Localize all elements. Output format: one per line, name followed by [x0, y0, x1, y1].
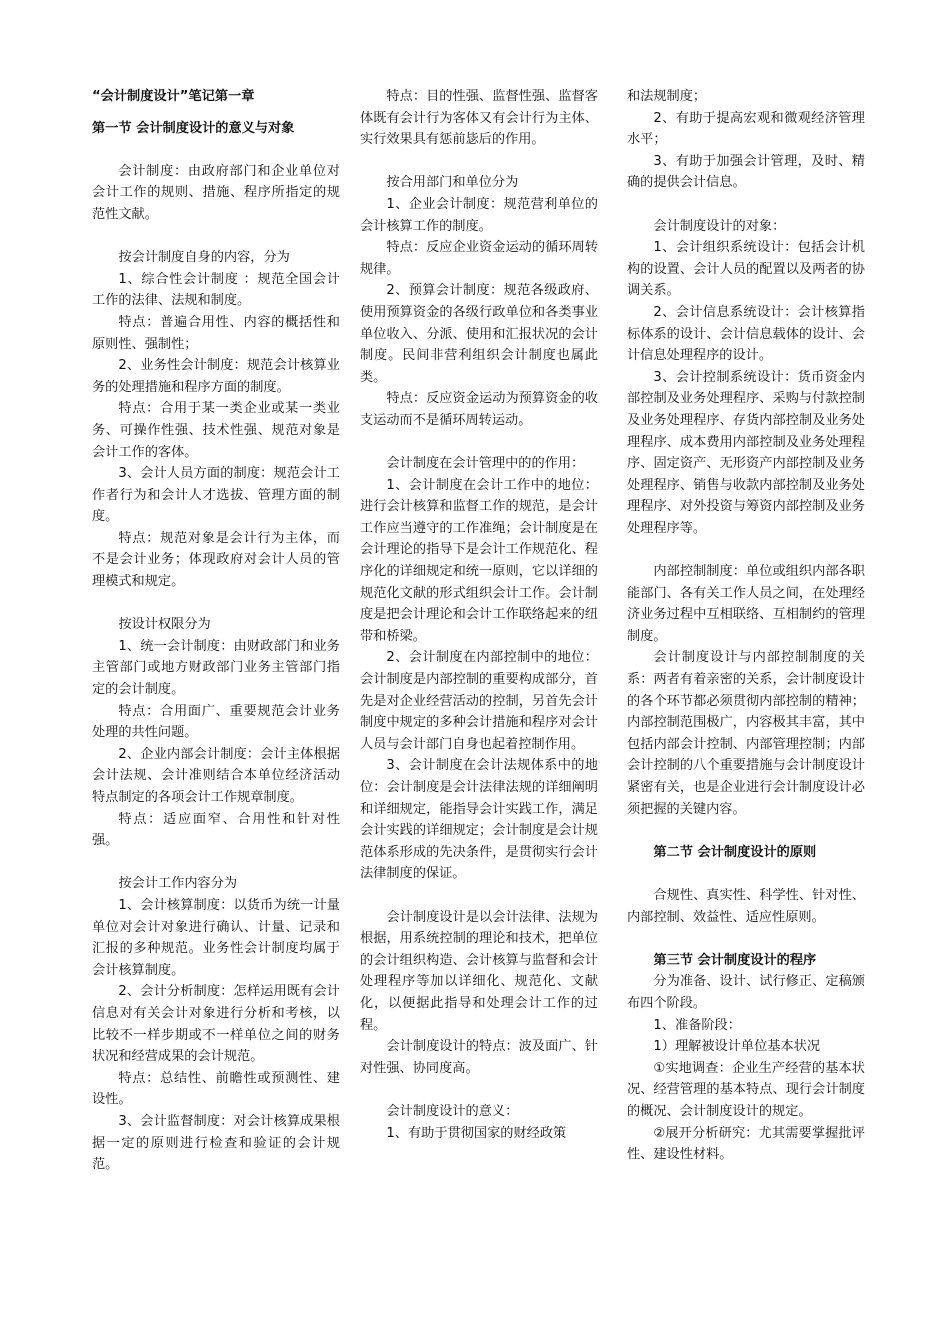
paragraph: 和法规制度； [627, 89, 707, 104]
paragraph: 2、有助于提高宏观和微观经济管理水平； [627, 110, 865, 148]
paragraph: 3、会计监督制度：对会计核算成果根据一定的原则进行检查和验证的会计规范。 [92, 1113, 340, 1173]
paragraph: 1、统一会计制度：由财政部门和业务主管部门或地方财政部门业务主管部门指定的会计制度。 [92, 638, 340, 698]
subheading: 按合用部门和单位分为 [386, 175, 519, 191]
paragraph: 会计制度：由政府部门和企业单位对会计工作的规则、措施、程序所指定的规范性文献。 [92, 163, 340, 222]
paragraph: 会计制度设计是以会计法律、法规为根据，用系统控制的理论和技术，把单位的会计组织构造、会计核算与监督和会计处理程序等加以详细化、规范化、文献化，以便据此指导和处理会计工作的过程。 [360, 909, 598, 1033]
paragraph: 1、综合性会计制度 ：规范全国会计工作的法律、法规和制度。 [92, 271, 340, 309]
paragraph: 特点：普遍合用性、内容的概括性和原则性、强制性； [92, 314, 340, 352]
column-2 [360, 86, 598, 1144]
paragraph: 内部控制制度：单位或组织内部各职能部门、各有关工作人员之间，在处理经济业务过程中互相联络、互相制约的管理制度。 [627, 564, 865, 644]
paragraph: 特点：目的性强、监督性强、监督客体既有会计行为客体又有会计行为主体、实行效果具有惩前毖后的作用。 [360, 89, 598, 148]
subheading: 按会计制度自身的内容，分为 [118, 250, 290, 266]
section-3-title: 第三节 会计制度设计的程序 [653, 952, 817, 968]
paragraph: 特点：规范对象是会计行为主体，而不是会计业务；体现政府对会计人员的管理模式和规定。 [92, 530, 340, 590]
paragraph: 2、会计分析制度：怎样运用既有会计信息对有关会计对象进行分析和考核，以比较不一样步期或不一样单位之间的财务状况和经营成果的会计规范。 [92, 984, 340, 1065]
section-1-title: 第一节 会计制度设计的意义与对象 [92, 120, 295, 136]
paragraph: 特点：反应企业资金运动的循环周转规律。 [360, 240, 598, 277]
column-1 [92, 86, 340, 1176]
paragraph: 分为准备、设计、试行修正、定稿颁布四个阶段。 [627, 974, 865, 1011]
paragraph: 会计制度设计的特点：波及面广、针对性强、协同度高。 [360, 1039, 598, 1076]
paragraph: 1、企业会计制度：规范营利单位的会计核算工作的制度。 [360, 196, 598, 234]
paragraph: 1）理解被设计单位基本状况 [653, 1039, 821, 1055]
paragraph: 1、有助于贯彻国家的财经政策 [386, 1125, 567, 1141]
paragraph: 特点：合用于某一类企业或某一类业务、可操作性强、技术性强、规范对象是会计工作的客体。 [92, 401, 340, 460]
paragraph: 3、有助于加强会计管理，及时、精确的提供会计信息。 [627, 153, 865, 191]
paragraph: 特点：适应面窄、合用性和针对性强。 [92, 811, 340, 849]
subheading: 会计制度在会计管理中的的作用： [386, 456, 585, 472]
paragraph: 会计制度设计与内部控制制度的关系：两者有着亲密的关系，会计制度设计的各个环节都必须贯彻内部控制的精神；内部控制范围极广，内容极其丰富，其中包括内部会计控制、内部管理控制；内部会计控制的八个重要措施与会计制度设计紧密有关，也是企业进行会计制度设计必须把握的关键内容。 [627, 650, 865, 817]
subheading: 会计制度设计的对象： [653, 218, 786, 234]
paragraph: 特点：合用面广、重要规范会计业务处理的共性问题。 [92, 703, 340, 741]
paragraph: 2、会计制度在内部控制中的地位：会计制度是内部控制的重要构成部分，首先是对企业经营活动的控制，另首先会计制度中规定的多种会计措施和程序对会计人员与会计部门自身也起着控制作用。 [360, 650, 598, 752]
paragraph: 特点：反应资金运动为预算资金的收支运动而不是循环周转运动。 [360, 391, 598, 428]
paragraph: 2、业务性会计制度：规范会计核算业务的处理措施和程序方面的制度。 [92, 358, 340, 395]
column-3 [627, 86, 865, 1166]
subheading: 会计制度设计的意义： [386, 1103, 519, 1119]
paragraph: 特点：总结性、前瞻性或预测性、建设性。 [92, 1070, 340, 1108]
paragraph: 1、会计核算制度：以货币为统一计量单位对会计对象进行确认、计量、记录和汇报的多种规范。业务性会计制度均属于会计核算制度。 [92, 897, 340, 978]
paragraph: 1、准备阶段： [653, 1017, 741, 1033]
paragraph: 1、会计制度在会计工作中的地位：进行会计核算和监督工作的规范，是会计工作应当遵守的工作准绳；会计制度是在会计理论的指导下是会计工作规范化、程序化的详细规定和统一原则，它以详细的规范化文献的形式组织会计工作。会计制度是把会计理论和会计工作联络起来的纽带和桥梁。 [360, 477, 598, 644]
paragraph: 1、会计组织系统设计：包括会计机构的设置、会计人员的配置以及两者的协调关系。 [627, 240, 865, 299]
document-title: “会计制度设计”笔记第一章 [92, 89, 255, 104]
paragraph: 2、预算会计制度：规范各级政府、使用预算资金的各级行政单位和各类事业单位收入、分派、使用和汇报状况的会计制度。民间非营利组织会计制度也属此类。 [360, 283, 598, 385]
paragraph: 3、会计人员方面的制度：规范会计工作者行为和会计人才选拔、管理方面的制度。 [92, 466, 340, 525]
paragraph: ②展开分析研究：尤其需要掌握批评性、建设性材料。 [627, 1125, 865, 1163]
paragraph: 3、会计控制系统设计：货币资金内部控制及业务处理程序、采购与付款控制及业务处理程序、存货内部控制及业务处理程序、成本费用内部控制及业务处理程序、固定资产、无形资产内部控制及业务处理程序、销售与收款内部控制及业务处理程序、对外投资与筹资内部控制及业务处理程序等。 [627, 369, 865, 536]
paragraph: 3、会计制度在会计法规体系中的地位：会计制度是会计法律法规的详细阐明和详细规定，能指导会计实践工作，满足会计实践的详细规定；会计制度是会计规范体系形成的先决条件，是贯彻实行会计法律制度的保证。 [360, 758, 598, 882]
paragraph: 合规性、真实性、科学性、针对性、内部控制、效益性、适应性原则。 [627, 887, 865, 925]
subheading: 按设计权限分为 [118, 617, 211, 633]
paragraph: 2、会计信息系统设计：会计核算指标体系的设计、会计信息载体的设计、会计信息处理程序的设计。 [627, 304, 865, 364]
paragraph: ①实地调查：企业生产经营的基本状况、经营管理的基本特点、现行会计制度的概况、会计制度设计的规定。 [627, 1060, 865, 1119]
paragraph: 2、企业内部会计制度：会计主体根据会计法规、会计准则结合本单位经济活动特点制定的各项会计工作规章制度。 [92, 746, 340, 805]
subheading: 按会计工作内容分为 [118, 876, 238, 892]
section-2-title: 第二节 会计制度设计的原则 [653, 844, 817, 860]
